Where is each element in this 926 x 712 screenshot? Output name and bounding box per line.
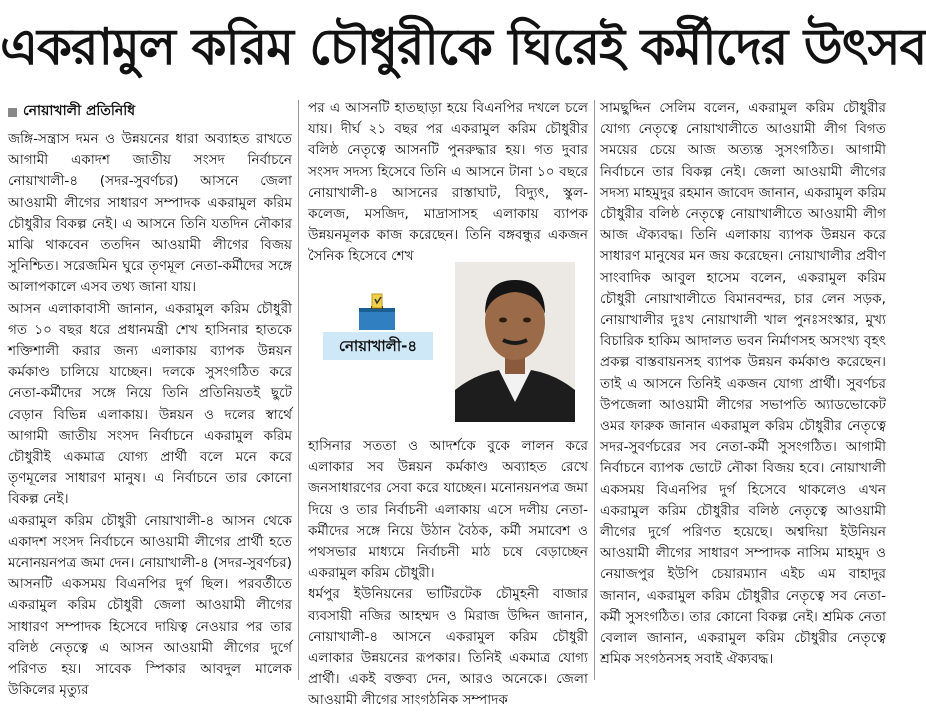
paragraph: হাসিনার সততা ও আদর্শকে বুকে লালন করে এলাকার সব উন্নয়ন কর্মকাণ্ড অব্যাহত রেখে জনসাধারণের সেবা করে যাচ্ছেন। মনোনয়নপত্র জমা দিয়ে ও তার নির্বাচনী এলাকায় এসে দলীয় নেতা-কর্মীদের সঙ্গে নিয়ে উঠান বৈঠক, কর্মী সমাবেশ ও পথসভার মাধ্যমে নির্বাচনী মাঠ চষে বেড়াচ্ছেন একরামুল করিম চৌধুরী। — [308, 438, 588, 582]
column-divider — [298, 100, 299, 680]
byline-marker-icon — [8, 108, 17, 117]
ballot-box-icon — [345, 294, 409, 332]
candidate-portrait — [455, 262, 575, 422]
column-divider — [594, 100, 595, 680]
article-column-1 — [8, 101, 292, 699]
byline — [8, 101, 292, 123]
headline: একরামুল করিম চৌধুরীকে ঘিরেই কর্মীদের উৎসব — [0, 18, 926, 76]
paragraph: সামছুদ্দিন সেলিম বলেন, একরামুল করিম চৌধুরীর যোগ্য নেতৃত্বে নোয়াখালীতে আওয়ামী লীগ বিগত সময়ের চেয়ে আজ অত্যন্ত সুসংগঠিত। আগামী নির্বাচনে তার বিকল্প নেই। জেলা আওয়ামী লীগের সদস্য মাহমুদুর রহমান জাবেদ জানান, একরামুল করিম চৌধুরীর বলিষ্ঠ নেতৃত্বে নোয়াখালীতে আওয়ামী লীগ আজ ঐক্যবদ্ধ। তিনি এলাকায় ব্যাপক উন্নয়ন করে সাধারণ মানুষের মন জয় করেছেন। নোয়াখালীর প্রবীণ সাংবাদিক আবুল হাসেম বলেন, একরামুল করিম চৌধুরী নোয়াখালীতে বিমানবন্দর, চার লেন সড়ক, নোয়াখালীর দুঃখ নোয়াখালী খাল পুনঃসংস্কার, মুখ্য বিচারিক হাকিম আদালত ভবন নির্মাণসহ অসংখ্য বৃহৎ প্রকল্প বাস্তবায়নসহ ব্যাপক উন্নয়ন কর্মকাণ্ড করেছেন। তাই এ আসনে তিনিই একজন যোগ্য প্রার্থী। সুবর্ণচর উপজেলা আওয়ামী লীগের সভাপতি অ্যাডভোকেট ওমর ফারুক জানান একরামুল করিম চৌধুরীর নেতৃত্বে সদর-সুবর্ণচরের সব নেতা-কর্মী সুসংগঠিত। আগামী নির্বাচনে ব্যাপক ভোটে নৌকা বিজয় হবে। নোয়াখালী একসময় বিএনপির দুর্গ হিসেবে থাকলেও এখন একরামুল করিম চৌধুরীর বলিষ্ঠ নেতৃত্বে আওয়ামী লীগের দুর্গে পরিণত হয়েছে। অশ্বদিয়া ইউনিয়ন আওয়ামী লীগের সাধারণ সম্পাদক নাসিম মাহমুদ ও নেয়াজপুর ইউপি চেয়ারম্যান এইচ এম বাহাদুর জানান, একরামুল করিম চৌধুরীর নেতৃত্বে সব নেতা-কর্মী সুসংগঠিত। তার কোনো বিকল্প নেই। শ্রমিক নেতা বেলাল জানান, একরামুল করিম চৌধুরীর নেতৃত্বে শ্রমিক সংগঠনসহ সবাই ঐক্যবদ্ধ। — [600, 100, 886, 668]
paragraph: ধর্মপুর ইউনিয়নের ভাটিরটেক চৌমুহনী বাজার ব্যবসায়ী নজির আহম্মদ ও মিরাজ উদ্দিন জানান, নোয়াখালী-৪ আসনে একরামুল করিম চৌধুরী এলাকার উন্নয়নের রূপকার। তিনিই একমাত্র যোগ্য প্রার্থী। একই বক্তব্য দেন, আরও অনেকে। জেলা আওয়ামী লীগের সাংগঠনিক সম্পাদক — [308, 586, 588, 709]
paragraph: জঙ্গি-সন্ত্রাস দমন ও উন্নয়নের ধারা অব্যাহত রাখতে আগামী একাদশ জাতীয় সংসদ নির্বাচনে নোয়াখালী-৪ (সদর-সুবর্ণচর) আসনে জেলা আওয়ামী লীগের সাধারণ সম্পাদক একরামুল করিম চৌধুরীর বিকল্প নেই। এ আসনে তিনি যতদিন নৌকার মাঝি থাকবেন ততদিন আওয়ামী লীগের বিজয় সুনিশ্চিত। সরেজমিন ঘুরে তৃণমূল নেতা-কর্মীদের সঙ্গে আলাপকালে এসব তথ্য জানা যায়। — [8, 131, 292, 296]
candidate-photo — [455, 262, 575, 422]
constituency-logo — [323, 290, 433, 370]
paragraph: পর এ আসনটি হাতছাড়া হয়ে বিএনপির দখলে চলে যায়। দীর্ঘ ২১ বছর পর একরামুল করিম চৌধুরীর বলিষ্ঠ নেতৃত্বে আসনটি পুনরুদ্ধার হয়। গত দুবার সংসদ সদস্য হিসেবে তিনি এ আসনে টানা ১০ বছরে নোয়াখালী-৪ আসনের রাস্তাঘাট, বিদ্যুৎ, স্কুল-কলেজ, মসজিদ, মাদ্রাসাসহ এলাকায় ব্যাপক উন্নয়নমূলক কাজ করেছেন। তিনি বঙ্গবন্ধুর একজন সৈনিক হিসেবে শেখ — [308, 100, 588, 265]
column-2-top — [308, 98, 588, 266]
paragraph: একরামুল করিম চৌধুরী নোয়াখালী-৪ আসন থেকে একাদশ সংসদ নির্বাচনে আওয়ামী লীগের প্রার্থী হতে মনোনয়নপত্র জমা দেন। নোয়াখালী-৪ (সদর-সুবর্ণচর) আসনটি একসময় বিএনপির দুর্গ ছিল। পরবর্তীতে একরামুল করিম চৌধুরী জেলা আওয়ামী লীগের সাধারণ সম্পাদক হিসেবে দায়িত্ব নেওয়ার পর তার বলিষ্ঠ নেতৃত্বে এ আসন আওয়ামী লীগের দুর্গে পরিণত হয়। সাবেক স্পিকার আবদুল মালেক উকিলের মৃত্যুর — [8, 512, 292, 699]
paragraph: আসন এলাকাবাসী জানান, একরামুল করিম চৌধুরী গত ১০ বছর ধরে প্রধানমন্ত্রী শেখ হাসিনার হাতকে শক্তিশালী করার জন্য এলাকায় ব্যাপক উন্নয়ন কর্মকাণ্ড চালিয়ে যাচ্ছেন। দলকে সুসংগঠিত করে নেতা-কর্মীদের সঙ্গে নিয়ে তিনি প্রতিনিয়তই ছুটে বেড়ান বিভিন্ন এলাকায়। উন্নয়ন ও দলের স্বার্থে আগামী জাতীয় সংসদ নির্বাচনে একরামুল করিম চৌধুরীই একমাত্র যোগ্য প্রার্থী বলে মনে করে তৃণমূলের সাধারণ মানুষ। এ নির্বাচনে তার কোনো বিকল্প নেই। — [8, 300, 292, 508]
article-column-3 — [600, 98, 886, 682]
constituency-label: নোয়াখালী-৪ — [323, 332, 433, 360]
byline-text: নোয়াখালী প্রতিনিধি — [23, 103, 136, 120]
column-2-bottom — [308, 436, 588, 712]
